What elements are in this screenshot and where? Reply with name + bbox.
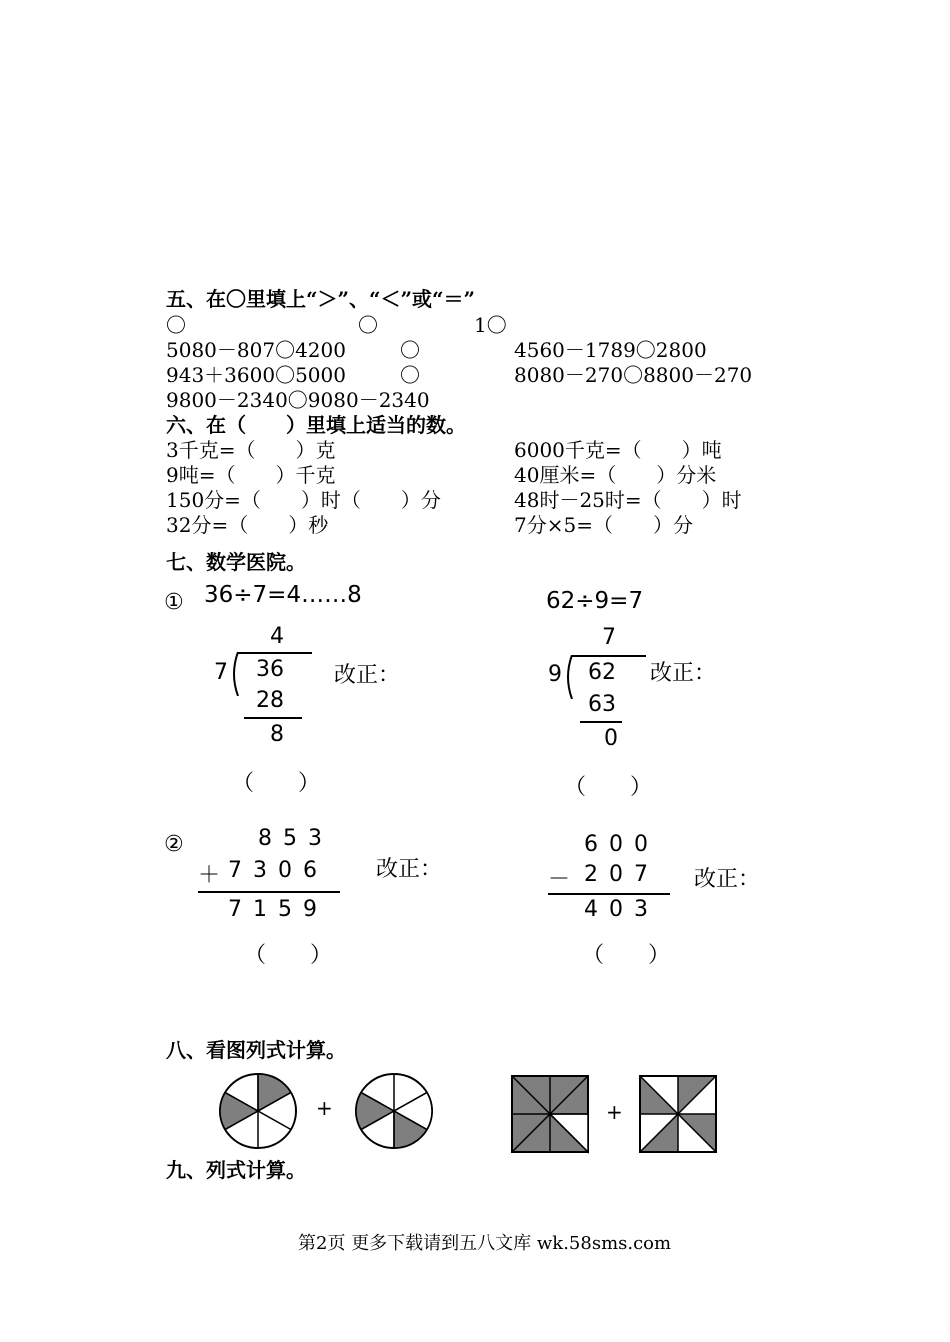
compare-item[interactable]: 5080－807〇4200	[166, 338, 346, 362]
difference-result: 403	[584, 897, 659, 922]
fill-item[interactable]: 40厘米=（ ）分米	[514, 463, 717, 487]
fill-item[interactable]: 48时－25时=（ ）时	[514, 488, 742, 512]
section8-title: 八、看图列式计算。	[166, 1038, 346, 1062]
remainder: 8	[270, 722, 284, 747]
subtraction-bar	[244, 717, 302, 719]
compare-circle[interactable]: 1〇	[474, 313, 507, 337]
correction-label: 改正：	[694, 867, 761, 892]
compare-item[interactable]: 8080－270〇8800－270	[514, 363, 753, 387]
compare-circle[interactable]: 〇	[400, 363, 420, 387]
fill-item[interactable]: 150分=（ ）时（ ）分	[166, 488, 441, 512]
addend-top: 853	[258, 826, 333, 851]
fill-item[interactable]: 7分×5=（ ）分	[514, 513, 693, 537]
section5-title: 五、在〇里填上“＞”、“＜”或“＝”	[166, 287, 476, 311]
equation: 62÷9=7	[546, 588, 644, 614]
plus-sign: +	[606, 1100, 623, 1124]
subtraction-bar	[580, 721, 622, 723]
sum-result: 7159	[228, 897, 328, 922]
section6-title: 六、在（ ）里填上适当的数。	[166, 413, 466, 437]
fraction-square-2	[638, 1074, 718, 1154]
fill-item[interactable]: 3千克=（ ）克	[166, 438, 336, 462]
fill-item[interactable]: 32分=（ ）秒	[166, 513, 329, 537]
subtrahend: 207	[584, 862, 659, 887]
fraction-square-1	[510, 1074, 590, 1154]
minuend: 600	[584, 832, 659, 857]
question-number: ②	[164, 832, 184, 857]
page-footer: 第2页 更多下载请到五八文库 wk.58sms.com	[298, 1233, 672, 1254]
division-bracket	[228, 652, 242, 696]
addend-bottom: 7306	[228, 858, 328, 883]
equation: 36÷7=4……8	[204, 582, 362, 608]
division-bar	[238, 652, 312, 654]
fill-item[interactable]: 9吨=（ ）千克	[166, 463, 336, 487]
question-number: ①	[164, 590, 184, 615]
answer-parentheses[interactable]: （ ）	[244, 943, 333, 968]
compare-circle[interactable]: 〇	[166, 313, 186, 337]
fraction-circle-1	[216, 1072, 300, 1150]
division-bracket	[562, 655, 576, 699]
divisor: 7	[214, 660, 228, 685]
plus-operator: ＋	[198, 863, 221, 888]
divisor: 9	[548, 662, 562, 687]
product: 63	[588, 692, 616, 717]
dividend: 62	[588, 660, 616, 685]
dividend: 36	[256, 657, 284, 682]
correction-label: 改正：	[334, 663, 401, 688]
quotient: 7	[602, 625, 616, 650]
section7-title: 七、数学医院。	[166, 550, 306, 574]
remainder: 0	[604, 726, 618, 751]
division-bar	[572, 655, 646, 657]
plus-sign: +	[316, 1096, 333, 1120]
compare-circle[interactable]: 〇	[358, 313, 378, 337]
difference-bar	[548, 893, 670, 895]
product: 28	[256, 688, 284, 713]
sum-bar	[198, 891, 340, 893]
fill-item[interactable]: 6000千克=（ ）吨	[514, 438, 722, 462]
answer-parentheses[interactable]: （ ）	[232, 771, 321, 796]
compare-item[interactable]: 9800－2340〇9080－2340	[166, 388, 430, 412]
compare-item[interactable]: 943＋3600〇5000	[166, 363, 346, 387]
fraction-circle-2	[352, 1072, 436, 1150]
compare-circle[interactable]: 〇	[400, 338, 420, 362]
correction-label: 改正：	[650, 661, 717, 686]
correction-label: 改正：	[376, 857, 443, 882]
quotient: 4	[270, 624, 284, 649]
minus-operator: －	[548, 867, 571, 892]
answer-parentheses[interactable]: （ ）	[582, 943, 671, 968]
answer-parentheses[interactable]: （ ）	[564, 775, 653, 800]
compare-item[interactable]: 4560－1789〇2800	[514, 338, 707, 362]
section9-title: 九、列式计算。	[166, 1158, 306, 1182]
